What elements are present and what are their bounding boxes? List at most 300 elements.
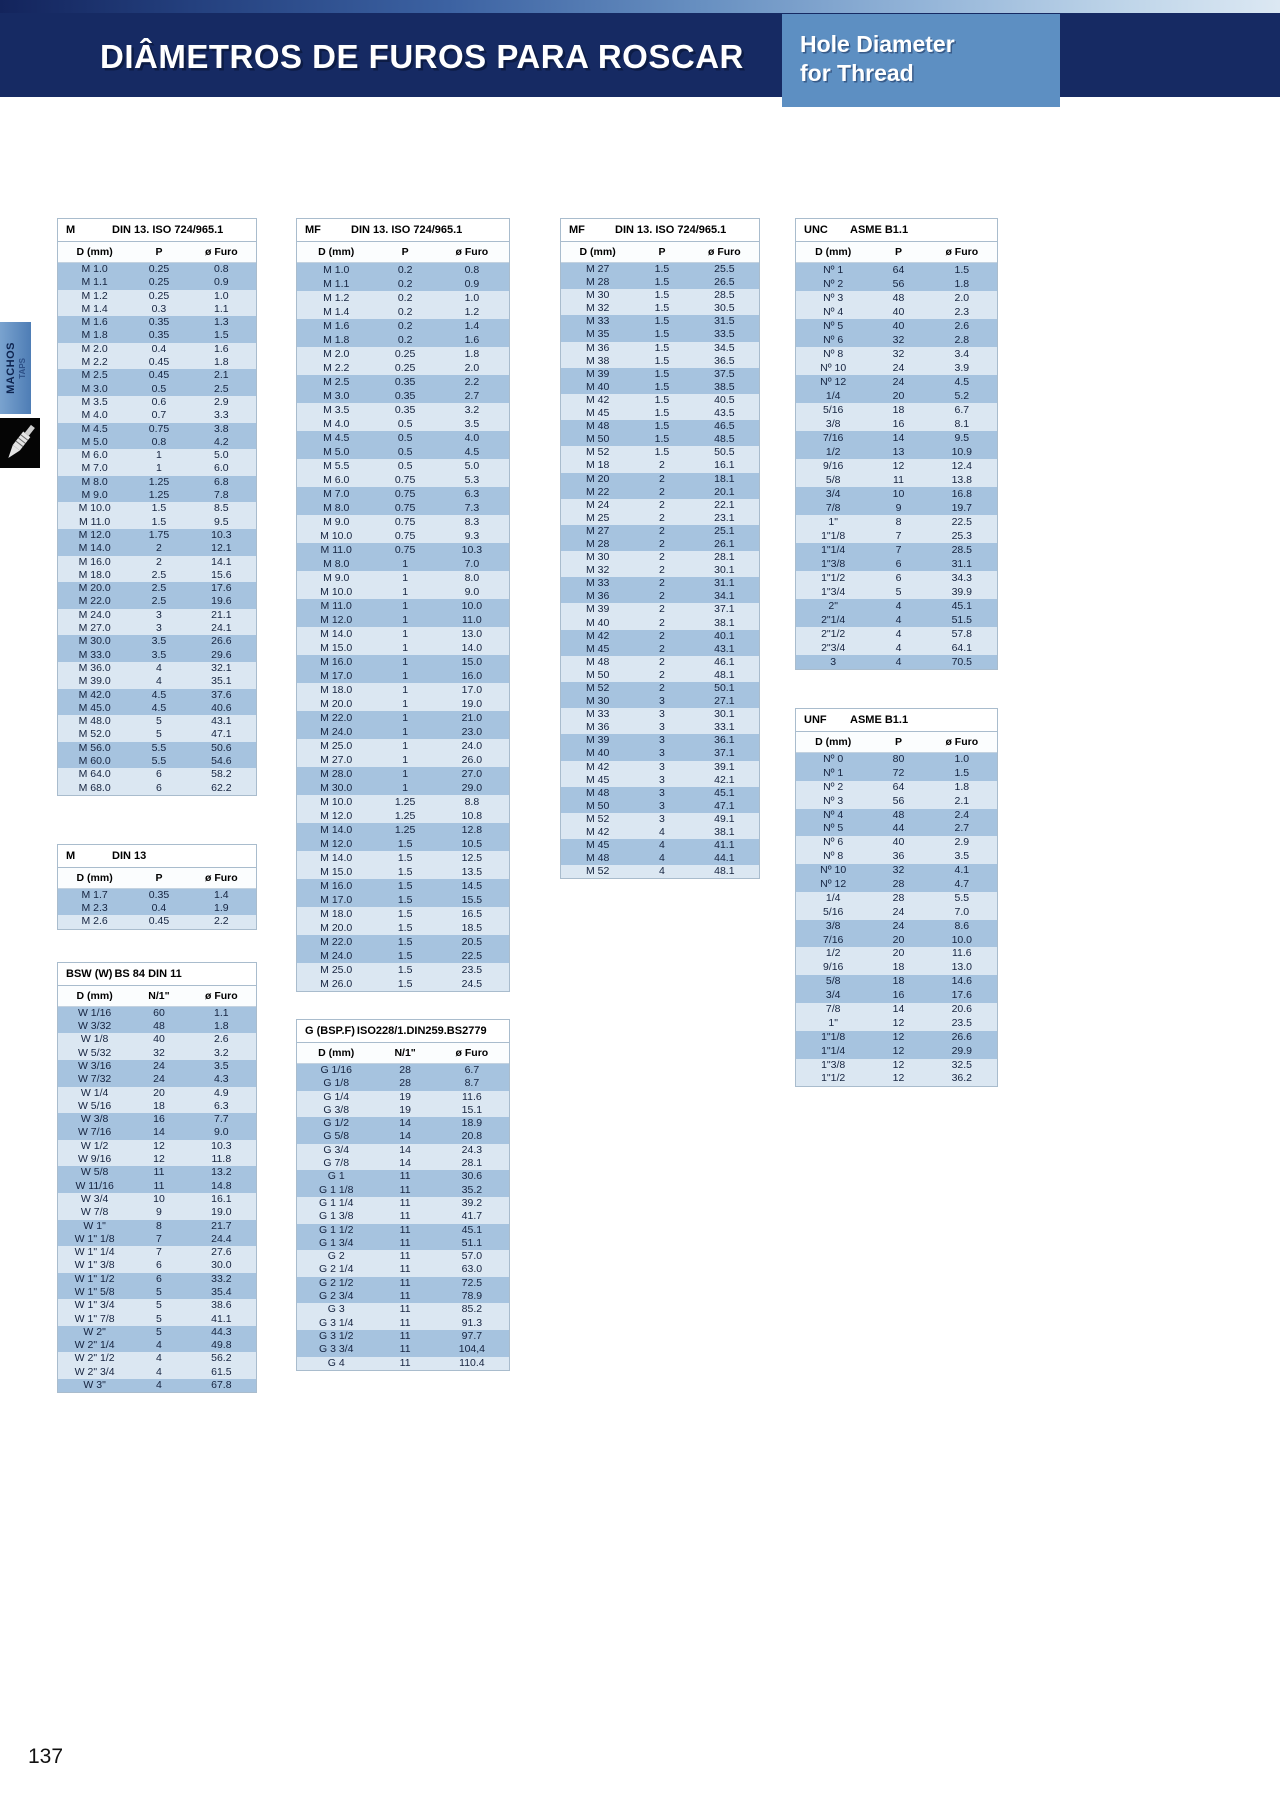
sidebar-tab-label-pt: MACHOS xyxy=(4,342,17,394)
subtitle-line-2: for Thread xyxy=(800,60,914,86)
table-row xyxy=(58,1166,256,1179)
table-row xyxy=(796,920,997,934)
cell-pitch: 28 xyxy=(892,891,905,904)
cell-diameter: M 22.0 xyxy=(320,936,353,948)
table-row xyxy=(561,826,759,839)
cell-hole: 2.1 xyxy=(214,369,229,382)
table-row xyxy=(297,963,509,977)
cell-diameter: Nº 2 xyxy=(823,780,844,793)
cell-pitch: 2 xyxy=(156,555,162,568)
cell-diameter: M 4.0 xyxy=(81,409,108,422)
cell-diameter: W 7/32 xyxy=(77,1073,112,1086)
cell-hole: 8.5 xyxy=(214,502,229,515)
table-row xyxy=(297,1357,509,1370)
cell-diameter: W 5/8 xyxy=(80,1166,109,1179)
cell-pitch: 11 xyxy=(399,1170,411,1183)
cell-hole: 6.7 xyxy=(954,404,970,416)
cell-hole: 2.6 xyxy=(214,1033,229,1046)
cell-diameter: M 14.0 xyxy=(320,824,353,836)
cell-hole: 24.5 xyxy=(461,978,483,990)
cell-pitch: 32 xyxy=(892,864,905,877)
table-row xyxy=(561,420,759,433)
cell-pitch: 0.35 xyxy=(148,329,170,342)
cell-pitch: 4 xyxy=(895,642,902,654)
table-row xyxy=(58,1379,256,1392)
table-row xyxy=(58,1007,256,1020)
table-row xyxy=(58,569,256,582)
cell-pitch: 1 xyxy=(402,656,409,668)
cell-diameter: M 16.0 xyxy=(320,880,353,892)
cell-hole: 49.8 xyxy=(211,1339,232,1352)
cell-pitch: 3 xyxy=(659,773,665,786)
table-row xyxy=(561,695,759,708)
table-row xyxy=(796,333,997,347)
cell-hole: 31.1 xyxy=(714,577,735,590)
table-row xyxy=(796,347,997,361)
header-cell: ø Furo xyxy=(945,736,979,748)
header-cell: P xyxy=(894,736,902,748)
table-row xyxy=(561,433,759,446)
cell-pitch: 1 xyxy=(402,642,409,654)
cell-pitch: 4 xyxy=(659,839,665,852)
cell-pitch: 1 xyxy=(402,726,409,738)
cell-diameter: M 22 xyxy=(585,485,610,498)
cell-pitch: 1.5 xyxy=(654,420,670,433)
cell-hole: 20.8 xyxy=(461,1130,483,1143)
cell-diameter: M 48 xyxy=(585,786,610,799)
header-cell: P xyxy=(155,871,163,884)
table-row xyxy=(58,476,256,489)
table-row xyxy=(796,571,997,585)
table-designation: UNC xyxy=(804,224,828,236)
cell-hole: 39.9 xyxy=(951,586,973,598)
cell-diameter: W 1/4 xyxy=(80,1086,109,1099)
table-row xyxy=(297,501,509,515)
cell-pitch: 2.5 xyxy=(151,595,167,608)
table-title xyxy=(58,963,256,986)
cell-pitch: 9 xyxy=(156,1206,162,1219)
cell-diameter: M 40 xyxy=(585,380,610,393)
table-row xyxy=(297,1317,509,1330)
table-row xyxy=(297,935,509,949)
cell-diameter: M 52 xyxy=(585,446,610,459)
cell-hole: 28.1 xyxy=(714,551,735,564)
cell-pitch: 3 xyxy=(156,622,162,635)
cell-hole: 61.5 xyxy=(211,1365,232,1378)
cell-diameter: 1/2 xyxy=(825,446,841,458)
cell-diameter: M 33 xyxy=(585,577,610,590)
cell-hole: 10.5 xyxy=(461,838,483,850)
header-cell: D (mm) xyxy=(76,989,113,1002)
cell-hole: 6.7 xyxy=(464,1064,480,1076)
cell-diameter: Nº 10 xyxy=(820,864,847,877)
cell-diameter: M 24.0 xyxy=(78,608,111,621)
cell-hole: 104,4 xyxy=(458,1343,486,1356)
table-row xyxy=(297,389,509,403)
cell-pitch: 1.5 xyxy=(654,341,670,354)
cell-diameter: G 1/8 xyxy=(323,1077,350,1090)
cell-pitch: 5 xyxy=(156,728,162,741)
cell-hole: 10.0 xyxy=(951,933,973,946)
cell-hole: 40.6 xyxy=(211,701,232,714)
cell-pitch: 3 xyxy=(659,695,665,708)
table-row xyxy=(297,725,509,739)
cell-pitch: 14 xyxy=(399,1117,411,1130)
cell-diameter: 3/4 xyxy=(825,989,841,1002)
cell-diameter: M 12.0 xyxy=(78,528,111,541)
cell-pitch: 11 xyxy=(399,1250,411,1263)
cell-hole: 3.5 xyxy=(464,418,480,430)
table-row xyxy=(297,711,509,725)
cell-diameter: 1"1/8 xyxy=(821,1030,846,1043)
table-row xyxy=(796,543,997,557)
cell-pitch: 6 xyxy=(156,1272,162,1285)
cell-diameter: W 1/16 xyxy=(77,1006,112,1019)
cell-hole: 13.0 xyxy=(951,961,973,974)
cell-pitch: 1.5 xyxy=(654,302,670,315)
cell-hole: 21.1 xyxy=(211,608,232,621)
cell-diameter: W 1/2 xyxy=(80,1139,109,1152)
cell-diameter: M 1.1 xyxy=(323,278,350,290)
cell-pitch: 11 xyxy=(399,1329,411,1342)
cell-hole: 7.8 xyxy=(214,489,229,502)
table-row xyxy=(561,865,759,878)
cell-hole: 17.0 xyxy=(461,684,483,696)
cell-diameter: 5/8 xyxy=(825,975,841,988)
cell-hole: 19.6 xyxy=(211,595,232,608)
cell-hole: 48.5 xyxy=(714,433,735,446)
cell-pitch: 3.5 xyxy=(151,635,167,648)
cell-pitch: 1.5 xyxy=(397,894,413,906)
table-row xyxy=(58,1352,256,1365)
cell-pitch: 2 xyxy=(659,629,665,642)
cell-hole: 10.8 xyxy=(461,810,483,822)
cell-pitch: 12 xyxy=(153,1139,165,1152)
table-row xyxy=(58,1020,256,1033)
table-row xyxy=(58,303,256,316)
table-row xyxy=(561,577,759,590)
table-row xyxy=(297,1130,509,1143)
cell-diameter: M 12.0 xyxy=(320,838,353,850)
cell-hole: 1.6 xyxy=(464,334,480,346)
page-title: DIÂMETROS DE FUROS PARA ROSCAR xyxy=(100,38,744,75)
cell-pitch: 1.5 xyxy=(397,950,413,962)
table-row xyxy=(58,902,256,915)
table-row xyxy=(297,669,509,683)
cell-pitch: 40 xyxy=(892,320,905,332)
cell-pitch: 4 xyxy=(659,852,665,865)
cell-hole: 4.9 xyxy=(214,1086,229,1099)
table-row xyxy=(58,1073,256,1086)
cell-diameter: W 1" 5/8 xyxy=(74,1286,115,1298)
table-row xyxy=(297,809,509,823)
table-row xyxy=(58,1153,256,1166)
table-column-1 xyxy=(57,218,257,1393)
cell-diameter: M 50 xyxy=(585,433,610,446)
table-row xyxy=(58,1273,256,1286)
cell-pitch: 5.5 xyxy=(151,754,167,767)
cell-diameter: 5/8 xyxy=(825,474,841,486)
cell-pitch: 7 xyxy=(895,530,902,542)
table-standard: DIN 13. ISO 724/965.1 xyxy=(615,224,727,236)
table-row xyxy=(297,543,509,557)
cell-pitch: 1.5 xyxy=(397,964,413,976)
cell-diameter: W 9/16 xyxy=(77,1153,112,1166)
cell-pitch: 4.5 xyxy=(151,688,167,701)
cell-diameter: W 1" 7/8 xyxy=(74,1312,115,1325)
spec-table xyxy=(57,844,257,930)
cell-hole: 1.5 xyxy=(954,766,970,779)
cell-diameter: M 11.0 xyxy=(320,544,352,556)
cell-diameter: M 50 xyxy=(585,668,610,681)
table-row xyxy=(58,1286,256,1299)
cell-hole: 2.6 xyxy=(954,320,970,332)
cell-diameter: M 4.5 xyxy=(81,422,108,435)
cell-pitch: 16 xyxy=(892,418,905,430)
cell-pitch: 16 xyxy=(153,1113,165,1126)
cell-hole: 16.5 xyxy=(461,908,483,920)
cell-hole: 40.5 xyxy=(714,393,735,406)
cell-hole: 43.1 xyxy=(211,715,232,728)
cell-hole: 27.1 xyxy=(714,695,735,708)
cell-pitch: 4 xyxy=(659,865,665,878)
cell-pitch: 0.2 xyxy=(397,334,413,346)
cell-diameter: M 32 xyxy=(585,564,610,577)
cell-hole: 47.1 xyxy=(714,799,735,812)
header-gradient-strip xyxy=(0,0,1280,13)
cell-hole: 67.8 xyxy=(211,1379,232,1392)
cell-diameter: M 12.0 xyxy=(320,614,353,626)
table-row xyxy=(58,1100,256,1113)
cell-diameter: Nº 4 xyxy=(823,306,844,318)
cell-pitch: 20 xyxy=(892,390,905,402)
table-row xyxy=(796,961,997,975)
cell-hole: 30.6 xyxy=(461,1170,483,1183)
cell-diameter: W 2" xyxy=(83,1325,106,1338)
cell-diameter: M 15.0 xyxy=(320,642,353,654)
cell-diameter: M 2.0 xyxy=(323,348,350,360)
cell-hole: 85.2 xyxy=(461,1303,483,1316)
cell-hole: 11.0 xyxy=(462,614,482,626)
table-title xyxy=(58,219,256,242)
cell-diameter: 5/16 xyxy=(822,905,844,918)
cell-diameter: M 9.0 xyxy=(81,489,108,502)
cell-pitch: 1.5 xyxy=(654,289,670,302)
table-row xyxy=(561,774,759,787)
cell-diameter: M 5.5 xyxy=(323,460,350,472)
table-row xyxy=(297,1077,509,1090)
cell-diameter: M 10.0 xyxy=(78,502,111,515)
cell-pitch: 3.5 xyxy=(151,648,167,661)
table-row xyxy=(58,1366,256,1379)
cell-pitch: 60 xyxy=(153,1006,165,1019)
cell-hole: 23.5 xyxy=(951,1016,973,1029)
cell-pitch: 0.75 xyxy=(394,516,416,528)
cell-diameter: M 1.8 xyxy=(81,329,108,342)
cell-hole: 26.0 xyxy=(461,754,483,766)
cell-pitch: 0.25 xyxy=(148,263,170,275)
table-row xyxy=(297,599,509,613)
cell-hole: 13.0 xyxy=(461,628,483,640)
cell-pitch: 4 xyxy=(156,661,162,674)
cell-diameter: M 48 xyxy=(585,420,610,433)
cell-diameter: Nº 2 xyxy=(823,278,844,290)
sidebar-tab-label-en: TAPS xyxy=(17,357,27,379)
cell-hole: 37.6 xyxy=(211,688,232,701)
cell-diameter: M 8.0 xyxy=(323,558,350,570)
table-row xyxy=(58,462,256,475)
cell-hole: 22.1 xyxy=(714,498,735,511)
cell-diameter: M 5.0 xyxy=(81,435,108,448)
cell-pitch: 36 xyxy=(892,850,905,863)
cell-pitch: 20 xyxy=(892,933,905,946)
cell-pitch: 1.5 xyxy=(151,502,167,515)
table-row xyxy=(58,1313,256,1326)
table-row xyxy=(796,1031,997,1045)
cell-pitch: 28 xyxy=(399,1077,411,1090)
table-header xyxy=(58,868,256,889)
table-row xyxy=(561,263,759,276)
cell-hole: 21.7 xyxy=(211,1219,232,1232)
cell-pitch: 18 xyxy=(892,404,905,416)
cell-diameter: G 1/16 xyxy=(320,1064,352,1076)
cell-hole: 3.2 xyxy=(214,1046,229,1059)
cell-hole: 33.2 xyxy=(211,1272,232,1285)
cell-diameter: M 60.0 xyxy=(78,754,111,767)
cell-diameter: W 1" 1/2 xyxy=(74,1272,115,1285)
cell-hole: 21.0 xyxy=(461,712,483,724)
table-row xyxy=(58,1193,256,1206)
table-row xyxy=(561,761,759,774)
table-row xyxy=(561,315,759,328)
table-row xyxy=(796,515,997,529)
cell-hole: 4.5 xyxy=(464,446,480,458)
cell-hole: 17.6 xyxy=(951,989,973,1002)
table-row xyxy=(297,613,509,627)
table-title xyxy=(561,219,759,242)
cell-diameter: Nº 6 xyxy=(823,836,844,849)
cell-diameter: M 36 xyxy=(585,590,610,603)
cell-hole: 14.1 xyxy=(211,555,232,568)
table-row xyxy=(796,850,997,864)
cell-pitch: 11 xyxy=(399,1303,411,1316)
cell-pitch: 4 xyxy=(895,628,902,640)
cell-hole: 33.5 xyxy=(714,328,735,341)
cell-diameter: M 9.0 xyxy=(323,572,350,584)
table-row xyxy=(58,396,256,409)
cell-hole: 8.0 xyxy=(464,572,480,584)
cell-hole: 30.0 xyxy=(211,1259,232,1272)
cell-diameter: M 25 xyxy=(585,511,610,524)
cell-hole: 15.1 xyxy=(461,1103,483,1116)
table-row xyxy=(796,487,997,501)
subtitle-line-1: Hole Diameter xyxy=(800,31,955,57)
cell-hole: 39.2 xyxy=(461,1196,483,1209)
cell-pitch: 18 xyxy=(892,975,905,988)
table-row xyxy=(796,305,997,319)
table-row xyxy=(561,342,759,355)
cell-diameter: M 16.0 xyxy=(78,555,111,568)
table-row xyxy=(297,1117,509,1130)
cell-hole: 10.0 xyxy=(461,600,483,612)
table-row xyxy=(297,403,509,417)
cell-diameter: G 2 1/4 xyxy=(318,1263,354,1276)
cell-diameter: 3/8 xyxy=(825,418,841,430)
tap-icon-drawing xyxy=(3,421,37,465)
table-title xyxy=(796,219,997,242)
cell-pitch: 28 xyxy=(399,1064,411,1076)
table-row xyxy=(58,502,256,515)
cell-diameter: M 2.2 xyxy=(323,362,350,374)
cell-pitch: 11 xyxy=(153,1166,165,1179)
table-row xyxy=(561,368,759,381)
cell-hole: 27.0 xyxy=(461,768,483,780)
cell-pitch: 7 xyxy=(156,1246,162,1259)
cell-hole: 3.5 xyxy=(214,1059,229,1072)
cell-pitch: 2.5 xyxy=(151,582,167,595)
table-row xyxy=(297,1237,509,1250)
cell-hole: 2.9 xyxy=(214,395,229,408)
cell-hole: 62.2 xyxy=(211,781,232,794)
cell-hole: 41.7 xyxy=(461,1210,483,1223)
table-row xyxy=(58,290,256,303)
table-row xyxy=(297,1170,509,1183)
cell-pitch: 11 xyxy=(399,1263,411,1276)
table-row xyxy=(796,809,997,823)
header-cell: D (mm) xyxy=(815,736,852,748)
cell-pitch: 11 xyxy=(399,1316,411,1329)
table-row xyxy=(297,893,509,907)
cell-hole: 48.1 xyxy=(714,865,735,878)
cell-diameter: M 2.5 xyxy=(81,369,108,382)
table-row xyxy=(297,487,509,501)
cell-diameter: Nº 6 xyxy=(823,334,844,346)
cell-pitch: 19 xyxy=(399,1103,411,1116)
cell-pitch: 14 xyxy=(892,432,905,444)
cell-pitch: 24 xyxy=(153,1059,165,1072)
cell-diameter: G 1 1/4 xyxy=(318,1196,354,1209)
cell-pitch: 2.5 xyxy=(151,568,167,581)
cell-pitch: 2 xyxy=(659,590,665,603)
cell-pitch: 2 xyxy=(659,564,665,577)
cell-pitch: 11 xyxy=(399,1210,411,1223)
cell-hole: 1.1 xyxy=(214,1006,229,1019)
cell-pitch: 4 xyxy=(895,656,902,668)
cell-diameter: 9/16 xyxy=(822,961,844,974)
table-row xyxy=(561,787,759,800)
cell-diameter: M 12.0 xyxy=(320,810,353,822)
table-row xyxy=(297,305,509,319)
table-row xyxy=(58,622,256,635)
cell-diameter: M 30.0 xyxy=(78,635,111,648)
cell-diameter: M 3.5 xyxy=(323,404,350,416)
cell-pitch: 11 xyxy=(399,1196,411,1209)
cell-diameter: M 1.6 xyxy=(81,316,108,329)
cell-hole: 29.9 xyxy=(951,1044,973,1057)
cell-hole: 12.8 xyxy=(461,824,483,836)
cell-hole: 20.5 xyxy=(461,936,483,948)
cell-hole: 2.7 xyxy=(954,822,970,835)
cell-hole: 45.1 xyxy=(951,600,973,612)
cell-pitch: 1 xyxy=(402,572,409,584)
cell-hole: 57.0 xyxy=(461,1250,483,1263)
table-row xyxy=(58,1047,256,1060)
cell-pitch: 40 xyxy=(153,1033,165,1046)
cell-hole: 1.8 xyxy=(954,278,970,290)
cell-hole: 38.5 xyxy=(714,380,735,393)
cell-pitch: 0.75 xyxy=(148,422,170,435)
table-row xyxy=(297,823,509,837)
